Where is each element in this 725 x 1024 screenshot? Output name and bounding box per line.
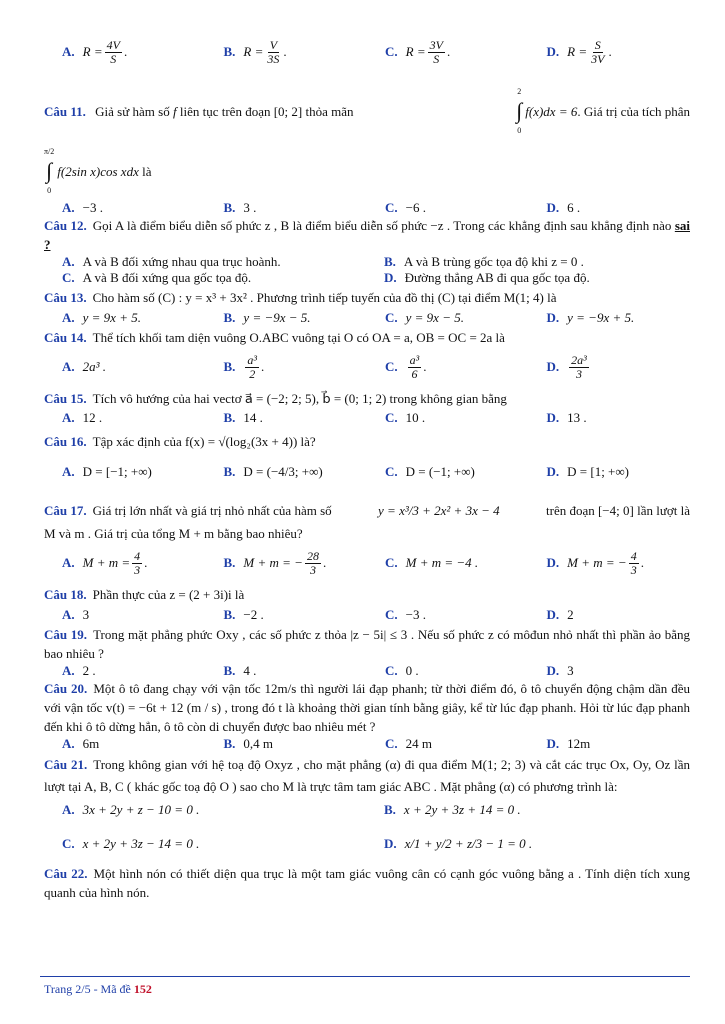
q11-text_c: thỏa mãn (305, 103, 354, 119)
q19-option-a[interactable] (44, 663, 206, 679)
q19-options-0-l: A. (62, 663, 75, 678)
q19-options-3-l: D. (546, 663, 560, 678)
q14-label: Câu 14. (44, 330, 87, 345)
q18-options-3-v: 2 (567, 607, 574, 622)
q20-option-c[interactable] (367, 736, 529, 752)
q21-options-1-v: x + 2y + 3z + 14 = 0 . (403, 802, 521, 817)
q17-options-2-l: C. (385, 555, 398, 570)
q11-text_a: Giả sử hàm số (95, 103, 170, 119)
q20-options (44, 736, 690, 752)
q18-options-0-v: 3 (82, 607, 90, 622)
q11-lower1: 0 (517, 126, 522, 135)
q20-options-1-l: B. (223, 736, 236, 751)
question-16 (44, 432, 690, 451)
footer-divider (40, 976, 690, 977)
q16-option-a[interactable] (44, 451, 206, 493)
q16-label: Câu 16. (44, 434, 87, 449)
q11-options-1-l: B. (223, 200, 236, 215)
q20-option-b[interactable] (206, 736, 368, 752)
q10_options-3: D. (546, 44, 560, 59)
q15-options-1-v: 14 . (243, 410, 263, 425)
footer-text: Trang 2/5 - Mã đề (44, 982, 131, 996)
q13-options-3-l: D. (546, 310, 560, 325)
q17-options-3-pre: M + m = − (567, 555, 627, 570)
q14-option-b[interactable]: B. $\frac{\text{a³}}{2}$ . (223, 352, 265, 381)
q18-option-b[interactable] (206, 607, 368, 623)
q17-options-0-l: A. (62, 555, 75, 570)
q12-options-0-v: A và B đối xứng nhau qua trục hoành. (82, 254, 281, 269)
q11-upper1: 2 (517, 87, 522, 96)
q19-options (44, 663, 690, 679)
q19-options-1-v: 4 . (243, 663, 257, 678)
q15-option-b[interactable] (206, 410, 368, 426)
q11-integral2: f(2sin x)cos xdx (57, 163, 139, 179)
q17-option-a[interactable]: A. M + m = $\frac{4}{3}$ . (62, 548, 148, 577)
q12-sai: sai ? (44, 218, 690, 252)
q16-options-2-v: D = (−1; +∞) (405, 464, 475, 479)
q18-options-1-l: B. (223, 607, 236, 622)
q17-option-c[interactable] (367, 543, 529, 583)
q20-options-1-v: 0,4 m (243, 736, 274, 751)
q15-options-0-l: A. (62, 410, 75, 425)
q10_options-2: C. (385, 44, 398, 59)
q12-options-row1 (44, 254, 690, 270)
q11-option-c[interactable] (367, 200, 529, 216)
q13-options-2-v: y = 9x − 5. (405, 310, 464, 325)
q21-label: Câu 21. (44, 757, 88, 772)
q16-options-3-v: D = [1; +∞) (567, 464, 629, 479)
q17-options-3-n: 4 (630, 548, 637, 563)
question-14 (44, 328, 690, 347)
q12-text: Gọi A là điểm biểu diễn số phức z , B là điểm biểu diễn số phức −z . Trong các khẳng định sau khẳng định nào (92, 218, 672, 233)
question-17 (44, 501, 690, 543)
q11-options-3-v: 6 . (567, 200, 581, 215)
q15-options-0-v: 12 . (82, 410, 103, 425)
q14-options-3-d: 3 (575, 366, 582, 381)
q17-func: y = x³/3 + 2x² + 3x − 4 (378, 503, 500, 518)
q14-options-3-n: 2a³ (571, 352, 587, 367)
q11-options (44, 200, 690, 216)
q16-text: Tập xác định của f(x) = √(log₂(3x + 4)) là? (92, 434, 316, 449)
q20-options-3-v: 12m (567, 736, 591, 751)
q17-options-1-d: 3 (309, 562, 316, 577)
q21-option-c[interactable] (44, 830, 366, 858)
q14-option-d[interactable] (529, 347, 691, 387)
q15-options (44, 410, 690, 426)
q22-text: Một hình nón có thiết diện qua trục là một tam giác vuông cân có cạnh góc vuông bằng a . Tính diện tích xung quanh của hình nón. (44, 866, 690, 900)
q17-label: Câu 17. (44, 503, 87, 518)
question-20 (44, 679, 690, 736)
q15-options-3-v: 13 . (567, 410, 587, 425)
q13-option-b[interactable] (206, 310, 368, 326)
q10-option-a[interactable]: A. R = $\frac{4V}{S}$ . (62, 37, 128, 66)
q17-option-d[interactable]: D. M + m = − $\frac{4}{3}$ . (546, 548, 644, 577)
q14-option-c[interactable]: C. $\frac{\text{a³}}{6}$ . (385, 352, 427, 381)
q21-options-0-v: 3x + 2y + z − 10 = 0 . (82, 802, 200, 817)
q19-options-2-l: C. (385, 663, 398, 678)
q12-options-3-v: Đường thẳng AB đi qua gốc tọa độ. (404, 270, 590, 285)
q21-option-d[interactable] (366, 830, 688, 858)
exam-page (44, 28, 690, 902)
q15-options-1-l: B. (223, 410, 236, 425)
q13-options-1-l: B. (223, 310, 236, 325)
q11-option-d[interactable] (529, 200, 691, 216)
q14-option-a[interactable] (44, 347, 206, 387)
q12-options-3-l: D. (384, 270, 397, 285)
q11-option-b[interactable] (206, 200, 368, 216)
q20-text: Một ô tô đang chạy với vận tốc 12m/s thì người lái đạp phanh; từ thời điểm đó, ô tô chuyển động chậm dần đều với vận tốc v(t) = −6t + 12 (m / s) , trong đó t là khoảng thời gian tính bằng giây, kể từ lúc đạp phanh. Hỏi từ lúc đạp phanh đến khi ô tô dừng hẳn, ô tô còn di chuyển được bao nhiêu mét ? (44, 681, 690, 734)
q19-label: Câu 19. (44, 627, 88, 642)
q20-option-a[interactable] (44, 736, 206, 752)
q19-text: Trong mặt phẳng phức Oxy , các số phức z thỏa |z − 5i| ≤ 3 . Nếu số phức z có môđun nhỏ nhất thì phần ảo bằng bao nhiêu ? (44, 627, 690, 661)
q17-options (44, 543, 690, 583)
q17-text_a: Giá trị lớn nhất và giá trị nhỏ nhất của hàm số (92, 503, 332, 518)
q20-option-d[interactable] (529, 736, 691, 752)
q14-options-1-d: 2 (249, 366, 256, 381)
q21-options-1-l: B. (384, 802, 396, 817)
q17-text_c: M và m . Giá trị của tổng M + m bằng bao nhiêu? (44, 526, 303, 541)
q14-options-1-l: B. (223, 359, 236, 374)
q15-text: Tích vô hướng của hai vectơ a⃗ = (−2; 2; 5), b⃗ = (0; 1; 2) trong không gian bằng (92, 391, 507, 406)
q22-label: Câu 22. (44, 866, 88, 881)
q12-options-0-l: A. (62, 254, 75, 269)
q11-text_d: . Giá trị của tích phân (577, 103, 690, 119)
q18-label: Câu 18. (44, 587, 87, 602)
exam-code: 152 (133, 982, 152, 996)
q10_options-0: A. (62, 44, 75, 59)
q16-option-d[interactable] (529, 451, 691, 493)
q21-options-2-v: x + 2y + 3z − 14 = 0 . (82, 836, 200, 851)
q20-options-2-v: 24 m (405, 736, 433, 751)
q15-options-2-l: C. (385, 410, 398, 425)
q21-options-2-l: C. (62, 836, 75, 851)
q19-option-d[interactable] (529, 663, 691, 679)
q11-label: Câu 11. (44, 103, 86, 119)
q20-options-0-v: 6m (82, 736, 100, 751)
q10-option-c[interactable]: C. R = $\frac{3V}{S}$ . (385, 37, 451, 66)
q15-options-2-v: 10 . (405, 410, 426, 425)
q14-options-1-n: a³ (247, 352, 258, 367)
q16-options-0-v: D = [−1; +∞) (82, 464, 152, 479)
q20-options-3-l: D. (546, 736, 560, 751)
q17-options-3-d: 3 (630, 562, 637, 577)
q11-option-a[interactable] (44, 200, 206, 216)
q11-integral1: f(x)dx = 6 (525, 103, 578, 119)
q11-f: f (172, 103, 177, 119)
q21-text: Trong không gian với hệ toạ độ Oxyz , cho mặt phẳng (α) đi qua điểm M(1; 2; 3) và cắt các trục Ox, Oy, Oz lần lượt tại A, B, C ( khác gốc toạ độ O ) sao cho M là trực tâm tam giác ABC . Mặt phẳng (α) có phương trình là: (44, 757, 690, 794)
q13-label: Câu 13. (44, 290, 87, 305)
q16-options-1-v: D = (−4/3; +∞) (243, 464, 323, 479)
q11-options-2-l: C. (385, 200, 398, 215)
q19-options-3-v: 3 (567, 663, 574, 678)
question-15 (44, 389, 690, 408)
q17-options-2-v: M + m = −4 . (405, 555, 479, 570)
q13-option-a[interactable] (44, 310, 206, 326)
q11-upper2: π/2 (44, 147, 55, 156)
q11-options-3-l: D. (546, 200, 560, 215)
q10-option-d[interactable]: D. R = $\frac{S}{3V}$ . (546, 37, 612, 66)
q15-option-c[interactable] (367, 410, 529, 426)
q17-options-0-n: 4 (134, 548, 141, 563)
q17-options-1-pre: M + m = − (243, 555, 303, 570)
q19-option-b[interactable] (206, 663, 368, 679)
q18-option-c[interactable] (367, 607, 529, 623)
q12-option-d[interactable] (366, 270, 688, 286)
q14-options-0-v: 2a³ . (82, 359, 107, 374)
question-19 (44, 625, 690, 663)
q15-options-3-l: D. (546, 410, 560, 425)
question-11: Câu 11. Giả sử hàm số f liên tục trên đoạn [0; 2] thỏa mãn 2 ∫ 0 f(x)dx = 6 . Giá trị của tích phân π/2 ∫ 0 f(2sin x)cos xdx là (44, 82, 690, 200)
q21-options-3-v: x/1 + y/2 + z/3 − 1 = 0 . (404, 836, 533, 851)
question-13 (44, 288, 690, 307)
q18-option-d[interactable] (529, 607, 691, 623)
q12-label: Câu 12. (44, 218, 87, 233)
q19-option-c[interactable] (367, 663, 529, 679)
q21-options-0-l: A. (62, 802, 75, 817)
q17-option-b[interactable]: B. M + m = − $\frac{28}{3}$ . (223, 548, 327, 577)
q16-options-1-l: B. (223, 464, 236, 479)
q12-options-2-l: C. (62, 270, 75, 285)
q11-lower2: 0 (47, 186, 52, 195)
q17-options-3-l: D. (546, 555, 560, 570)
q13-options-0-l: A. (62, 310, 75, 325)
q20-options-0-l: A. (62, 736, 75, 751)
q11-options-0-l: A. (62, 200, 75, 215)
q10-options (44, 32, 690, 72)
q21-options-row1 (44, 802, 690, 818)
question-22 (44, 864, 690, 902)
q13-option-c[interactable] (367, 310, 529, 326)
q14-options (44, 347, 690, 387)
q14-options-2-d: 6 (411, 366, 418, 381)
q16-options-2-l: C. (385, 464, 398, 479)
q14-text: Thể tích khối tam diện vuông O.ABC vuông tại O có OA = a, OB = OC = 2a là (92, 330, 505, 345)
q21-options-row2 (44, 830, 690, 858)
q19-options-0-v: 2 . (82, 663, 96, 678)
q18-options-1-v: −2 . (243, 607, 264, 622)
q18-options-0-l: A. (62, 607, 75, 622)
q13-options-3-v: y = −9x + 5. (567, 310, 635, 325)
q12-option-c[interactable] (44, 270, 366, 286)
q16-options-0-l: A. (62, 464, 75, 479)
q17-text_b: trên đoạn [−4; 0] lần lượt là (546, 503, 690, 518)
q14-options-2-n: a³ (409, 352, 420, 367)
q18-options-2-v: −3 . (405, 607, 426, 622)
q11-text_b: liên tục trên đoạn (179, 103, 271, 119)
question-12 (44, 216, 690, 254)
q15-label: Câu 15. (44, 391, 87, 406)
q16-options (44, 451, 690, 493)
q18-options-3-l: D. (546, 607, 560, 622)
q20-options-2-l: C. (385, 736, 398, 751)
q12-option-b[interactable] (366, 254, 688, 270)
q17-options-0-pre: M + m = (82, 555, 131, 570)
q12-option-a[interactable] (44, 254, 366, 270)
q15-option-a[interactable] (44, 410, 206, 426)
q16-option-c[interactable] (367, 451, 529, 493)
q14-options-0-l: A. (62, 359, 75, 374)
q19-options-2-v: 0 . (405, 663, 419, 678)
q18-options (44, 607, 690, 623)
q20-label: Câu 20. (44, 681, 88, 696)
q11-options-2-v: −6 . (405, 200, 426, 215)
q18-options-2-l: C. (385, 607, 398, 622)
q16-option-b[interactable] (206, 451, 368, 493)
q16-options-3-l: D. (546, 464, 560, 479)
q13-options-2-l: C. (385, 310, 398, 325)
q17-options-0-d: 3 (134, 562, 141, 577)
q18-option-a[interactable] (44, 607, 206, 623)
q13-options-1-v: y = −9x − 5. (243, 310, 311, 325)
q11-text_e: là (142, 163, 152, 179)
question-18 (44, 585, 690, 604)
q13-option-d[interactable] (529, 310, 691, 326)
q10_options-1: B. (223, 44, 236, 59)
q12-options-1-l: B. (384, 254, 396, 269)
q17-options-1-l: B. (223, 555, 236, 570)
q14-options-3-l: D. (546, 359, 560, 374)
q13-text: Cho hàm số (C) : y = x³ + 3x² . Phương trình tiếp tuyến của đồ thị (C) tại điểm M(1; 4) là (92, 290, 557, 305)
q11-options-0-v: −3 . (82, 200, 103, 215)
q12-options-1-v: A và B trùng gốc tọa độ khi z = 0 . (403, 254, 584, 269)
q12-options-row2 (44, 270, 690, 286)
q18-text: Phần thực của z = (2 + 3i)i là (92, 587, 245, 602)
q13-options-0-v: y = 9x + 5. (82, 310, 141, 325)
q11-interval: [0; 2] (273, 103, 303, 119)
q10-option-b[interactable]: B. R = $\frac{V}{3S}$ . (223, 37, 287, 66)
q15-option-d[interactable] (529, 410, 691, 426)
q21-option-b[interactable] (366, 802, 688, 818)
q19-options-1-l: B. (223, 663, 236, 678)
page-footer (44, 982, 152, 997)
q17-options-1-n: 28 (306, 548, 319, 563)
q21-options-3-l: D. (384, 836, 397, 851)
q21-option-a[interactable] (44, 802, 366, 818)
question-21 (44, 754, 690, 798)
q12-options-2-v: A và B đối xứng qua gốc tọa độ. (82, 270, 252, 285)
q13-options (44, 310, 690, 326)
q11-options-1-v: 3 . (243, 200, 257, 215)
q14-options-2-l: C. (385, 359, 398, 374)
